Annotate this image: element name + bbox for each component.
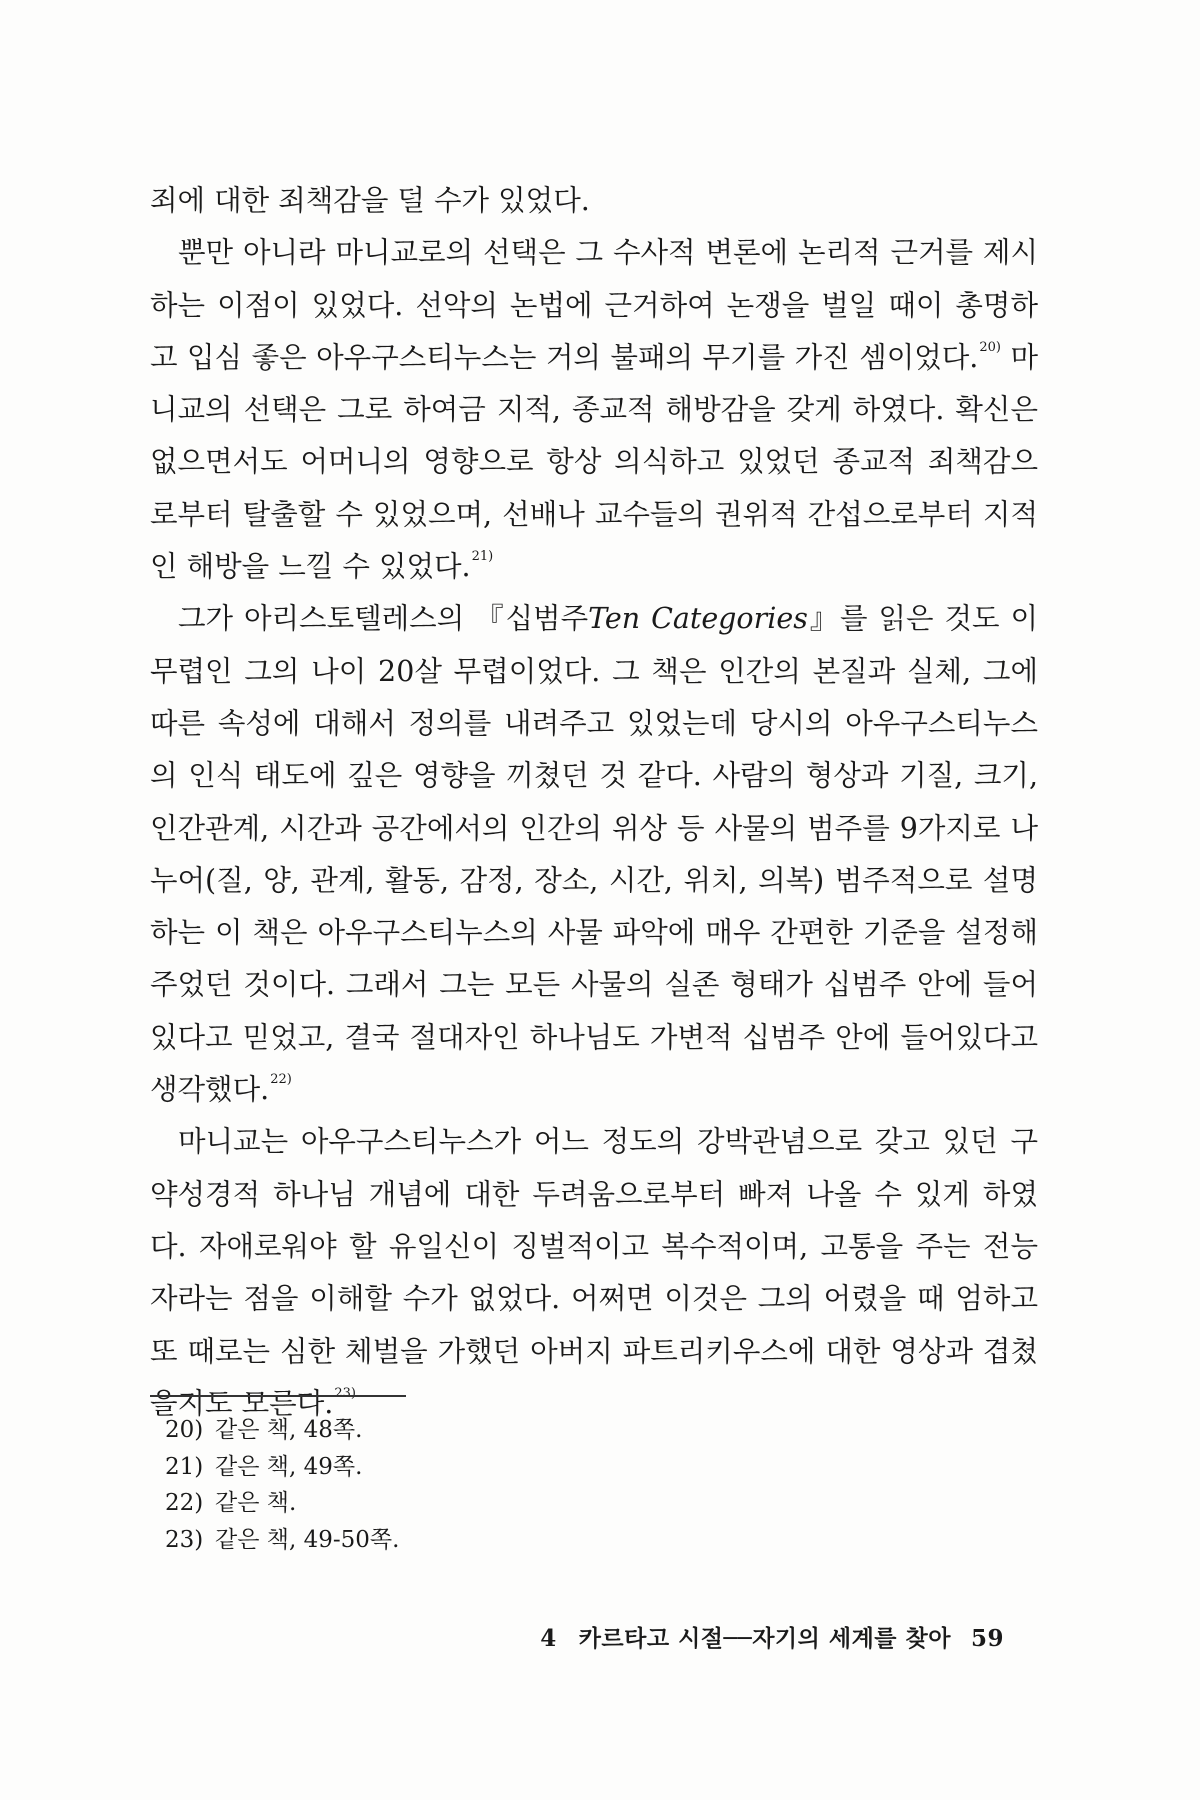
paragraph [150,175,1038,227]
footnote [165,1522,765,1559]
text-run: 죄에 대한 죄책감을 덜 수가 있었다. [150,184,590,217]
footnote-number: 23) [165,1526,204,1553]
footnotes [165,1412,765,1558]
chapter-number: 4 [540,1625,557,1652]
footnote-number: 20) [165,1417,204,1443]
text-run: 뿐만 아니라 마니교로의 선택은 그 수사적 변론에 논리적 근거를 제시하는 이점이 있었다. 선악의 논법에 근거하여 논쟁을 벌일 때이 총명하고 입심 좋은 아우구스티누스는 거의 불패의 무기를 가진 셈이었다. [150,236,1038,374]
chapter-title: 카르타고 시절──자기의 세계를 찾아 [578,1625,951,1652]
text-run: 마니교는 아우구스티누스가 어느 정도의 강박관념으로 갖고 있던 구약성경적 하나님 개념에 대한 두려움으로부터 빠져 나올 수 있게 하였다. 자애로워야 할 유일신이 징벌적이고 복수적이며, 고통을 주는 전능자라는 점을 이해할 수가 없었다. 어쩌면 이것은 그의 어렸을 때 엄하고 또 때로는 심한 체벌을 가했던 아버지 파트리키우스에 대한 영상과 겹쳤을지도 모른다. [150,1125,1038,1420]
footnote-ref: 21) [471,549,494,565]
paragraph [150,227,1038,593]
paragraph [150,1116,1038,1430]
footnote [165,1412,765,1449]
footnote-number: 22) [165,1490,204,1516]
footnote-ref: 23) [334,1385,356,1401]
footnote-text: 같은 책, 49쪽. [215,1453,363,1480]
footnote-ref: 20) [979,339,1001,355]
running-footer [540,1620,1004,1653]
footnote-divider [150,1395,406,1397]
footnote-text: 같은 책, 49-50쪽. [215,1526,400,1553]
text-run: 마니교의 선택은 그로 하여금 지적, 종교적 해방감을 갖게 하였다. 확신은 없으면서도 어머니의 영향으로 항상 의식하고 있었던 종교적 죄책감으로부터 탈출할 수 있었으며, 선배나 교수들의 권위적 간섭으로부터 지적인 해방을 느낄 수 있었다. [150,340,1039,584]
body-text [150,175,1038,1430]
page-number: 59 [970,1625,1004,1652]
footnote-number: 21) [165,1453,204,1480]
paragraph [150,593,1038,1116]
footnote [165,1485,765,1522]
italic-title: Ten Categories [588,602,808,636]
text-run: 그가 아리스토텔레스의 『십범주 [178,602,589,636]
footnote-text: 같은 책, 48쪽. [215,1417,363,1443]
text-run: 』를 읽은 것도 이 무렵인 그의 나이 20살 무렵이었다. 그 책은 인간의 본질과 실체, 그에 따른 속성에 대해서 정의를 내려주고 있었는데 당시의 아우구스티누스의 인식 태도에 깊은 영향을 끼쳤던 것 같다. 사람의 형상과 기질, 크기, 인간관계, 시간과 공간에서의 인간의 위상 등 사물의 범주를 9가지로 나누어(질, 양, 관계, 활동, 감정, 장소, 시간, 위치, 의복) 범주적으로 설명하는 이 책은 아우구스티누스의 사물 파악에 매우 간편한 기준을 설정해 주었던 것이다. 그래서 그는 모든 사물의 실존 형태가 십범주 안에 들어 있다고 믿었고, 결국 절대자인 하나님도 가변적 십범주 안에 들어있다고 생각했다. [150,602,1039,1107]
footnote [165,1449,765,1486]
footnote-ref: 22) [270,1072,292,1088]
footnote-text: 같은 책. [215,1490,297,1516]
